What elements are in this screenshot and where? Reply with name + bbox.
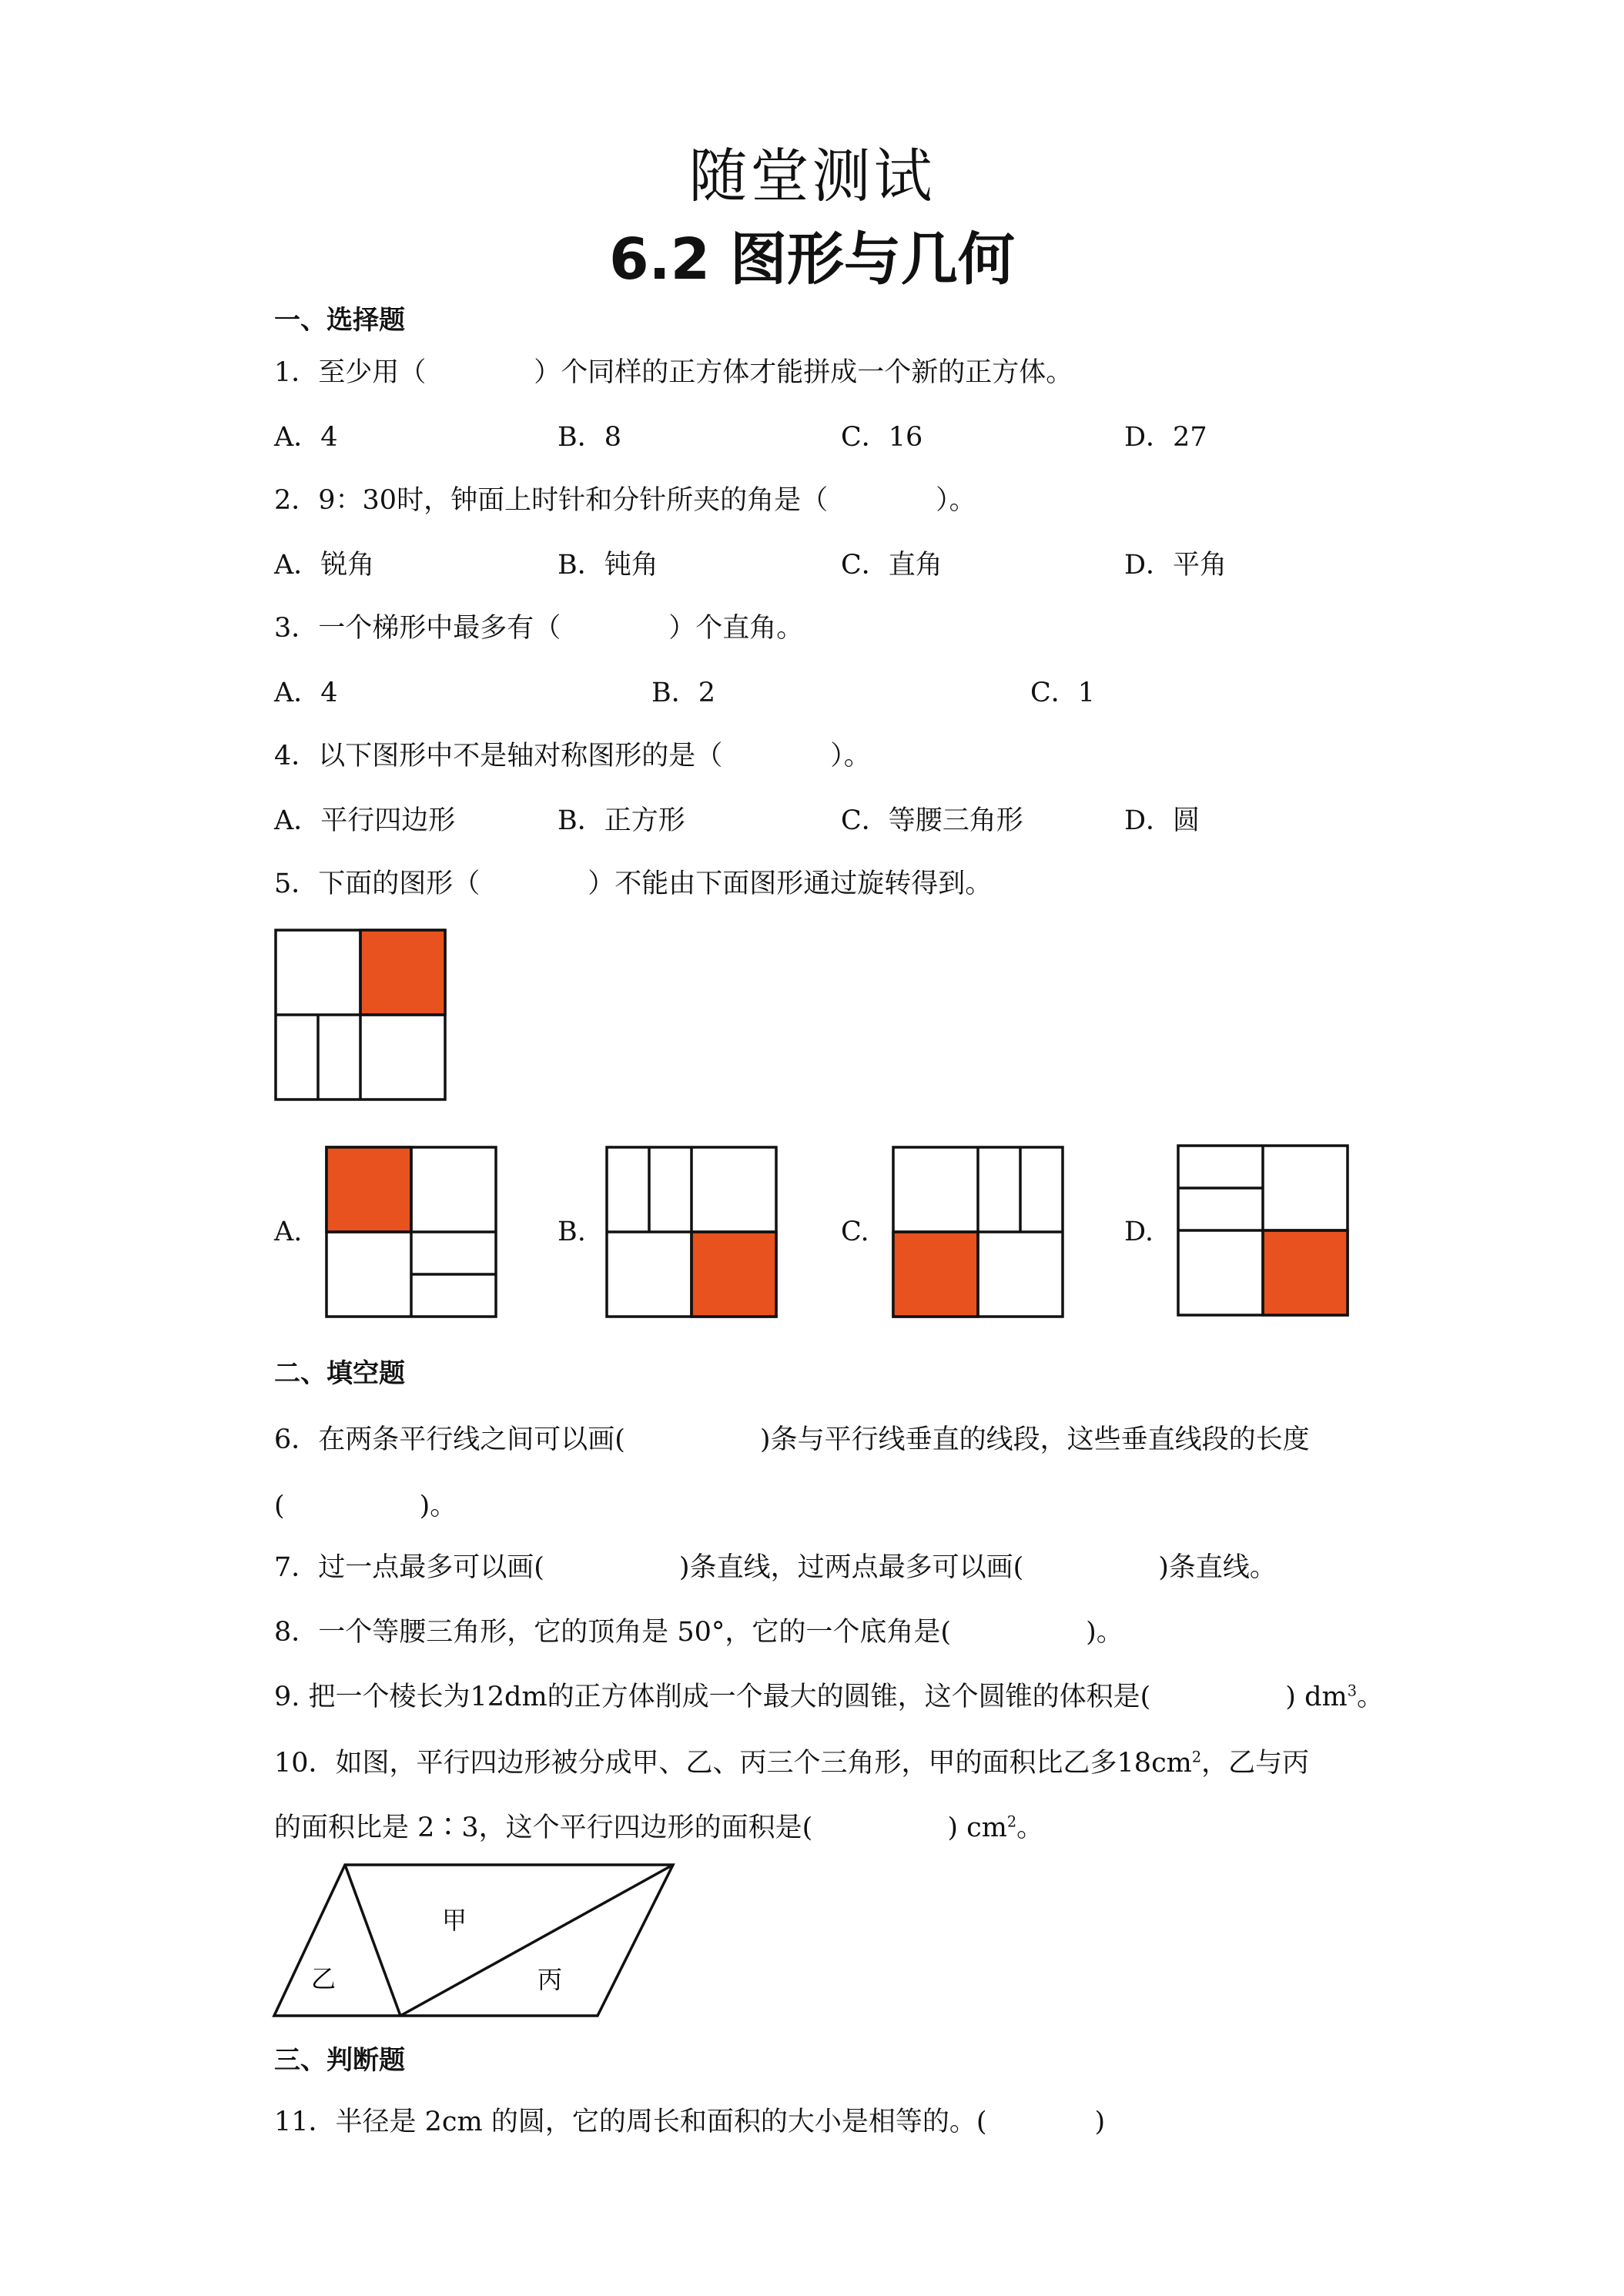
q10-unit-exponent-2: 2 [1006, 1812, 1017, 1831]
q10-line2-text: 的面积比是 2∶3，这个平行四边形的面积是( ) cm [274, 1812, 1007, 1843]
q9-tail: 。 [1356, 1682, 1384, 1712]
question-6-line1: 6．在两条平行线之间可以画( )条与平行线垂直的线段，这些垂直线段的长度 [274, 1424, 1310, 1455]
q1-option-a[interactable]: A．4 [274, 422, 338, 453]
question-1: 1．至少用（ ）个同样的正方体才能拼成一个新的正方体。 [274, 357, 1073, 388]
q5-option-b-label[interactable]: B. [558, 1217, 586, 1247]
q2-option-a[interactable]: A．锐角 [274, 550, 375, 581]
page-title: 随堂测试 [688, 142, 936, 210]
page-subtitle: 6.2 图形与几何 [609, 226, 1015, 293]
q5-option-c-figure[interactable] [892, 1146, 1066, 1320]
q4-option-d[interactable]: D．圆 [1124, 805, 1200, 836]
question-2: 2．9：30时，钟面上时针和分针所夹的角是（ ）。 [274, 485, 976, 516]
q9-unit-exponent: 3 [1347, 1682, 1357, 1700]
question-3: 3．一个梯形中最多有（ ）个直角。 [274, 613, 804, 644]
section-fill: 二、填空题 [274, 1358, 405, 1389]
question-11: 11．半径是 2cm 的圆，它的周长和面积的大小是相等的。( ) [274, 2107, 1106, 2137]
label-bing: 丙 [537, 1965, 563, 1994]
q5-option-b-figure[interactable] [605, 1146, 779, 1320]
q10-line2-tail: 。 [1016, 1812, 1044, 1843]
question-5: 5．下面的图形（ ）不能由下面图形通过旋转得到。 [274, 869, 993, 899]
q4-option-b[interactable]: B．正方形 [558, 805, 685, 836]
q3-option-c[interactable]: C．1 [1030, 678, 1096, 708]
q4-option-a[interactable]: A．平行四边形 [274, 805, 456, 836]
q10-parallelogram-figure [271, 1860, 679, 2022]
q10-line1-tail: ，乙与丙 [1201, 1748, 1310, 1779]
q5-reference-figure [274, 929, 448, 1103]
q2-option-b[interactable]: B．钝角 [558, 550, 658, 581]
q3-option-a[interactable]: A．4 [274, 678, 338, 708]
q5-option-a-label[interactable]: A. [274, 1217, 303, 1247]
q9-text: 9. 把一个棱长为12dm的正方体削成一个最大的圆锥，这个圆锥的体积是( ) dm [274, 1682, 1348, 1712]
question-4: 4．以下图形中不是轴对称图形的是（ ）。 [274, 741, 871, 771]
q3-option-b[interactable]: B．2 [651, 678, 715, 708]
q4-option-c[interactable]: C．等腰三角形 [841, 805, 1023, 836]
q5-option-d-figure[interactable] [1177, 1144, 1351, 1318]
q1-option-d[interactable]: D．27 [1124, 422, 1207, 453]
question-9 [274, 1675, 1384, 1714]
q5-option-c-label[interactable]: C. [841, 1217, 869, 1247]
question-10-line1 [274, 1742, 1309, 1780]
question-7: 7．过一点最多可以画( )条直线，过两点最多可以画( )条直线。 [274, 1552, 1277, 1583]
q5-option-a-figure[interactable] [325, 1146, 499, 1320]
q1-option-c[interactable]: C．16 [841, 422, 923, 453]
q5-option-d-label[interactable]: D. [1124, 1217, 1154, 1247]
question-8: 8．一个等腰三角形，它的顶角是 50°，它的一个底角是( )。 [274, 1617, 1123, 1648]
label-jia: 甲 [442, 1906, 467, 1935]
question-6-line2: ( )。 [274, 1491, 457, 1521]
q2-option-d[interactable]: D．平角 [1124, 550, 1227, 581]
section-choice: 一、选择题 [274, 305, 405, 336]
q10-line1-text: 10．如图，平行四边形被分成甲、乙、丙三个三角形，甲的面积比乙多18cm [274, 1748, 1192, 1779]
q2-option-c[interactable]: C．直角 [841, 550, 943, 581]
q10-unit-exponent-1: 2 [1191, 1748, 1202, 1766]
q1-option-b[interactable]: B．8 [558, 422, 621, 453]
label-yi: 乙 [311, 1964, 337, 1993]
question-10-line2 [274, 1806, 1043, 1845]
section-judge: 三、判断题 [274, 2045, 405, 2076]
